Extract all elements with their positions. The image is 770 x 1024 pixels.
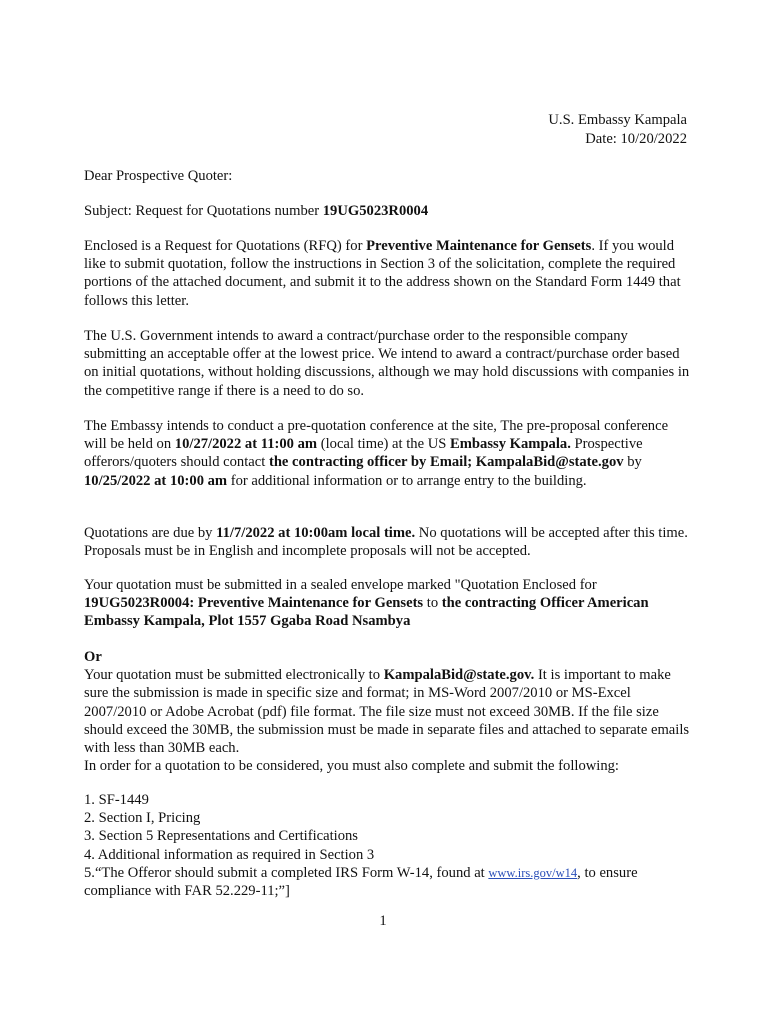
paragraph-rfq-intro: Enclosed is a Request for Quotations (RFQ) for Preventive Maintenance for Gensets. If you would like to submit quotation, follow the instructions in Section 3 of the solicitation, complete the required portions of the attached document, and submit it to the address shown on the Standard Form 1449 that follows this letter.: [84, 238, 681, 309]
paragraph-sealed-envelope: Your quotation must be submitted in a sealed envelope marked "Quotation Enclosed for 19UG5023R0004: Preventive Maintenance for Gensets to the contracting Officer American Embassy Kampala, Plot 1557 Ggaba Road Nsambya: [84, 577, 649, 630]
page-number: 1: [379, 913, 387, 929]
embassy-name: U.S. Embassy Kampala: [548, 112, 687, 128]
list-item: 4. Additional information as required in Section 3: [84, 846, 375, 863]
required-documents-list: [84, 791, 690, 900]
paragraph-award-intent: The U.S. Government intends to award a contract/purchase order to the responsible company submitting an acceptable offer at the lowest price. We intend to award a contract/purchase order based on initial quotations, without holding discussions, although we may hold discussions with companies in the competitive range if there is a need to do so.: [84, 328, 690, 399]
rfq-number: 19UG5023R0004: [322, 203, 429, 219]
subject-line: Subject: Request for Quotations number 19UG5023R0004: [84, 203, 429, 219]
list-item: 3. Section 5 Representations and Certifications: [84, 828, 358, 845]
letter-date: Date: 10/20/2022: [585, 131, 687, 147]
list-item: 1. SF-1449: [84, 792, 149, 808]
salutation: Dear Prospective Quoter:: [84, 168, 233, 184]
list-item: 2. Section I, Pricing: [84, 810, 201, 827]
letter-header: [548, 111, 687, 149]
paragraph-conference: The Embassy intends to conduct a pre-quotation conference at the site, The pre-proposal conference will be held on 10/27/2022 at 11:00 am (local time) at the US Embassy Kampala. Prospective offerors/quoters should contact the contracting officer by Email; KampalaBid@state.gov by 10/25/2022 at 10:00 am for additional information or to arrange entry to the building.: [84, 418, 669, 489]
paragraph-due-date: Quotations are due by 11/7/2022 at 10:00am local time. No quotations will be accepted after this time. Proposals must be in English and incomplete proposals will not be accepted.: [84, 525, 688, 560]
or-label: Or: [84, 649, 102, 665]
list-item: 5.“The Offeror should submit a completed IRS Form W-14, found at www.irs.gov/w14, to ensure compliance with FAR 52.229-11;”]: [84, 864, 638, 900]
paragraph-electronic-submission: Or Your quotation must be submitted electronically to KampalaBid@state.gov. It is important to make sure the submission is made in specific size and format; in MS-Word 2007/2010 or MS-Excel 2007/2010 or Adobe Acrobat (pdf) file format. The file size must not exceed 30MB. If the file size should exceed the 30MB, the submission must be made in separate files and attached to separate emails with less than 30MB each. In order for a quotation to be considered, you must also complete and submit the following:: [84, 649, 690, 775]
irs-form-link[interactable]: www.irs.gov/w14: [488, 865, 578, 880]
